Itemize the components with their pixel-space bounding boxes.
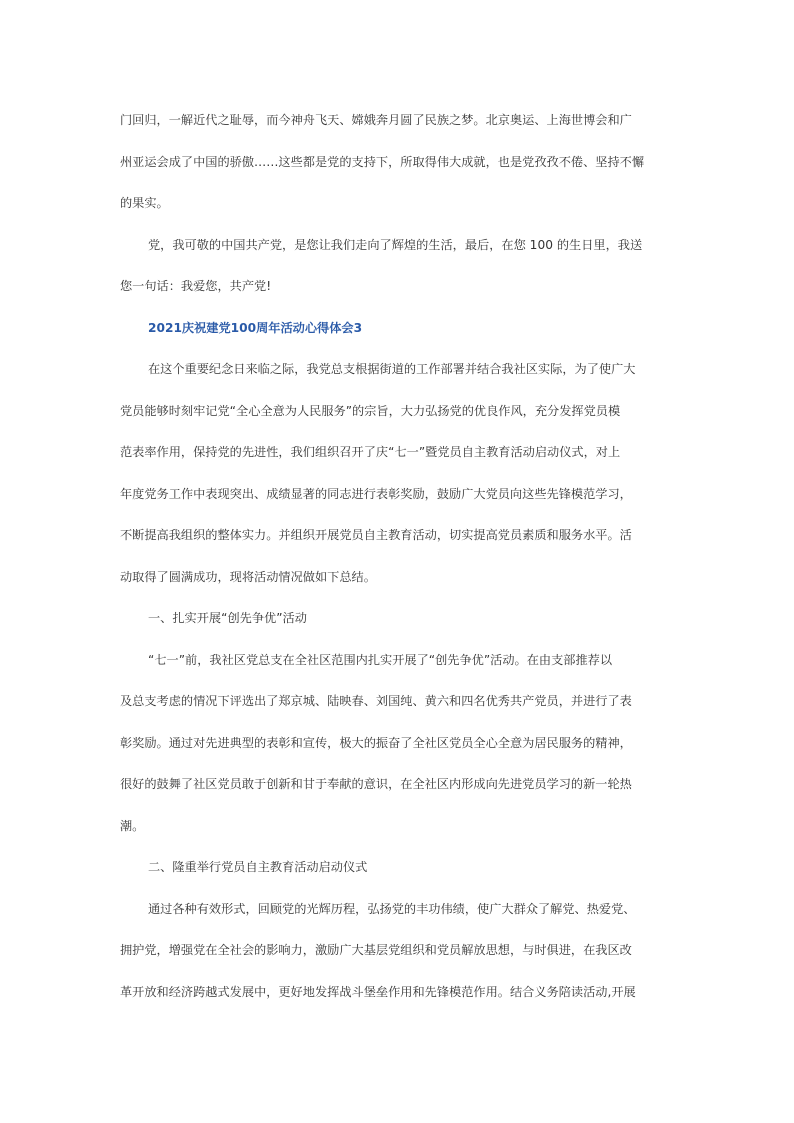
- paragraph-line: 在这个重要纪念日来临之际，我党总支根据街道的工作部署并结合我社区实际，为了使广大: [148, 362, 636, 376]
- paragraph-line: 及总支考虑的情况下评选出了郑京城、陆映春、刘国纯、黄六和四名优秀共产党员，并进行了表: [120, 694, 632, 708]
- subsection-heading: 一、扎实开展“创先争优”活动: [148, 611, 307, 625]
- paragraph-line: 门回归，一解近代之耻辱，而今神舟飞天、嫦娥奔月圆了民族之梦。北京奥运、上海世博会和广: [120, 113, 632, 127]
- document-body: [120, 107, 660, 1020]
- paragraph-line: 潮。: [120, 818, 145, 833]
- paragraph-line: 动取得了圆满成功，现将活动情况做如下总结。: [120, 569, 376, 584]
- paragraph-line: 范表率作用，保持党的先进性，我们组织召开了庆“七一”暨党员自主教育活动启动仪式，对上: [120, 445, 621, 459]
- paragraph-line: “七一”前，我社区党总支在全社区范围内扎实开展了“创先争优”活动。在由支部推荐以: [148, 652, 613, 667]
- paragraph-line: 彰奖励。通过对先进典型的表彰和宣传，极大的振奋了全社区党员全心全意为居民服务的精神，: [120, 735, 632, 750]
- paragraph-line: 年度党务工作中表现突出、成绩显著的同志进行表彰奖励，鼓励广大党员向这些先锋模范学习，: [120, 486, 632, 501]
- paragraph-line: 革开放和经济跨越式发展中，更好地发挥战斗堡垒作用和先锋模范作用。结合义务陪读活动,开展: [120, 984, 636, 999]
- paragraph-line: 您一句话：我爱您，共产党!: [120, 279, 272, 293]
- paragraph-line: 通过各种有效形式，回顾党的光辉历程，弘扬党的丰功伟绩，使广大群众了解党、热爱党、: [148, 901, 636, 916]
- section-heading: 2021庆祝建党100周年活动心得体会3: [148, 320, 363, 335]
- paragraph-line: 的果实。: [120, 196, 169, 210]
- paragraph-line: 拥护党，增强党在全社会的影响力，激励广大基层党组织和党员解放思想，与时俱进，在我区改: [120, 943, 632, 957]
- paragraph-line: 不断提高我组织的整体实力。并组织开展党员自主教育活动，切实提高党员素质和服务水平。活: [120, 528, 632, 542]
- paragraph-line: 党员能够时刻牢记党“全心全意为人民服务”的宗旨，大力弘扬党的优良作风，充分发挥党员模: [120, 403, 621, 418]
- paragraph-line: 州亚运会成了中国的骄傲……这些都是党的支持下，所取得伟大成就，也是党孜孜不倦、坚持不懈: [120, 154, 645, 169]
- paragraph-line: 很好的鼓舞了社区党员敢于创新和甘于奉献的意识，在全社区内形成向先进党员学习的新一轮热: [120, 777, 632, 791]
- subsection-heading: 二、隆重举行党员自主教育活动启动仪式: [148, 860, 368, 874]
- paragraph-line: 党，我可敬的中国共产党，是您让我们走向了辉煌的生活，最后，在您 100 的生日里，我送: [148, 237, 643, 252]
